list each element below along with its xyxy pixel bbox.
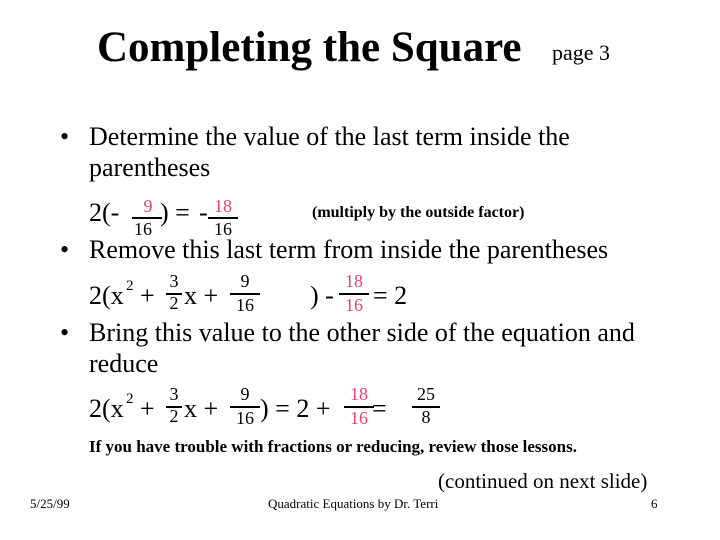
eq2-frac3-denominator: 16 (345, 295, 363, 315)
bullet-3-line-1: Bring this value to the other side of the equation and (89, 318, 635, 347)
eq2-lead: 2(x (89, 281, 124, 310)
eq1-frac2-numerator: 18 (214, 196, 232, 216)
page-title: Completing the Square (97, 24, 522, 71)
bullet-2-line-1: Remove this last term from inside the parentheses (89, 235, 609, 264)
eq1-frac1-denominator: 16 (134, 219, 152, 239)
eq3-mid: ) = 2 + (260, 394, 331, 423)
eq3-frac1-denominator: 2 (169, 406, 179, 426)
eq3-frac4-numerator: 25 (417, 384, 435, 404)
eq3-frac1-numerator: 3 (169, 384, 179, 404)
bullet-marker: • (60, 122, 70, 151)
bullet-marker: • (60, 235, 70, 264)
eq3-frac4-denominator: 8 (421, 407, 431, 427)
eq3-plus: + (140, 394, 155, 423)
eq2-frac2-denominator: 16 (236, 295, 254, 315)
eq1-open: 2(- (89, 198, 120, 227)
eq3-frac3-numerator: 18 (350, 384, 368, 404)
eq1-mid: ) = (160, 198, 190, 227)
footer-center: Quadratic Equations by Dr. Terri (268, 496, 439, 511)
eq1-note: (multiply by the outside factor) (312, 204, 525, 221)
continued-label: (continued on next slide) (438, 469, 648, 493)
eq2-frac1-numerator: 3 (169, 271, 179, 291)
bullet-marker: • (60, 318, 70, 347)
page-label: page 3 (552, 40, 611, 65)
bullet-3-line-2: reduce (89, 349, 159, 378)
eq2-rhs: = 2 (373, 281, 408, 310)
eq3-equals: = (372, 394, 387, 423)
eq2-frac2-numerator: 9 (240, 271, 250, 291)
eq3-x-plus: x + (184, 394, 219, 423)
eq1-frac2-denominator: 16 (214, 219, 232, 239)
bullet-1-line-1: Determine the value of the last term inside the (89, 122, 570, 151)
eq2-frac3-numerator: 18 (345, 271, 363, 291)
bullet-1-line-2: parentheses (89, 153, 211, 182)
eq1-frac1-numerator: 9 (143, 196, 153, 216)
footer-page-number: 6 (651, 496, 658, 511)
eq3-exponent: 2 (126, 391, 134, 407)
eq2-frac1-denominator: 2 (169, 293, 179, 313)
eq2-x-plus: x + (184, 281, 219, 310)
eq2-plus: + (140, 281, 155, 310)
eq1-minus: - (199, 198, 208, 227)
footer-date: 5/25/99 (30, 496, 70, 511)
eq3-frac2-denominator: 16 (236, 408, 254, 428)
eq2-close: ) - (310, 281, 334, 310)
eq3-frac2-numerator: 9 (240, 384, 250, 404)
hint-text: If you have trouble with fractions or reducing, review those lessons. (89, 437, 577, 456)
eq3-frac3-denominator: 16 (350, 408, 368, 428)
eq3-lead: 2(x (89, 394, 124, 423)
eq2-exponent: 2 (126, 278, 134, 294)
